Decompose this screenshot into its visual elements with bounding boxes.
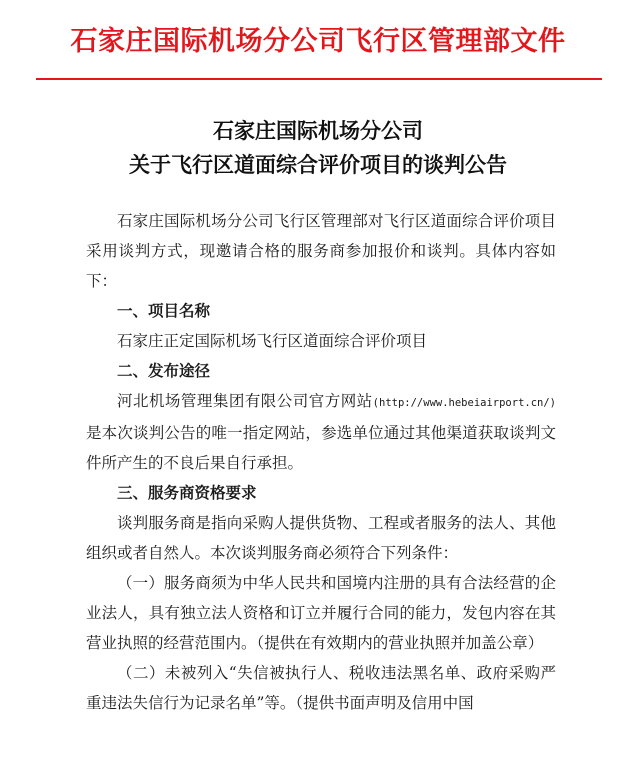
title-line-2: 关于飞行区道面综合评价项目的谈判公告 [129,152,507,177]
requirement-item-1: （一）服务商须为中华人民共和国境内注册的具有合法经营的企业法人，具有独立法人资格和订立并履行合同的能力，发包内容在其营业执照的经营范围内。（提供在有效期内的营业执照并加盖公章） [86,574,556,652]
website-url: (http://www.hebeiairport.cn/) [372,397,556,409]
document-header: 石家庄国际机场分公司飞行区管理部文件 [70,26,566,57]
section-2-text [86,386,556,478]
header-divider [36,78,602,80]
requirement-item-2: （二）未被列入“失信被执行人、税收违法黑名单、政府采购严重违法失信行为记录名单”等。（提供书面声明及信用中国 [86,664,556,712]
document-body [86,206,556,718]
intro-paragraph: 石家庄国际机场分公司飞行区管理部对飞行区道面综合评价项目采用谈判方式，现邀请合格的服务商参加报价和谈判。具体内容如下： [86,212,556,290]
section-1-text: 石家庄正定国际机场飞行区道面综合评价项目 [117,332,428,350]
section-3-text: 谈判服务商是指向采购人提供货物、工程或者服务的法人、其他组织或者自然人。本次谈判服务商必须符合下列条件： [86,514,556,562]
section-3-heading: 三、服务商资格要求 [117,484,257,502]
title-line-1: 石家庄国际机场分公司 [213,118,423,143]
section-2-text-after: 是本次谈判公告的唯一指定网站，参选单位通过其他渠道获取谈判文件所产生的不良后果自行承担。 [86,424,556,472]
section-2-heading: 二、发布途径 [117,362,211,380]
section-2-text-before: 河北机场管理集团有限公司官方网站 [117,392,373,410]
section-1-heading: 一、项目名称 [117,302,211,320]
